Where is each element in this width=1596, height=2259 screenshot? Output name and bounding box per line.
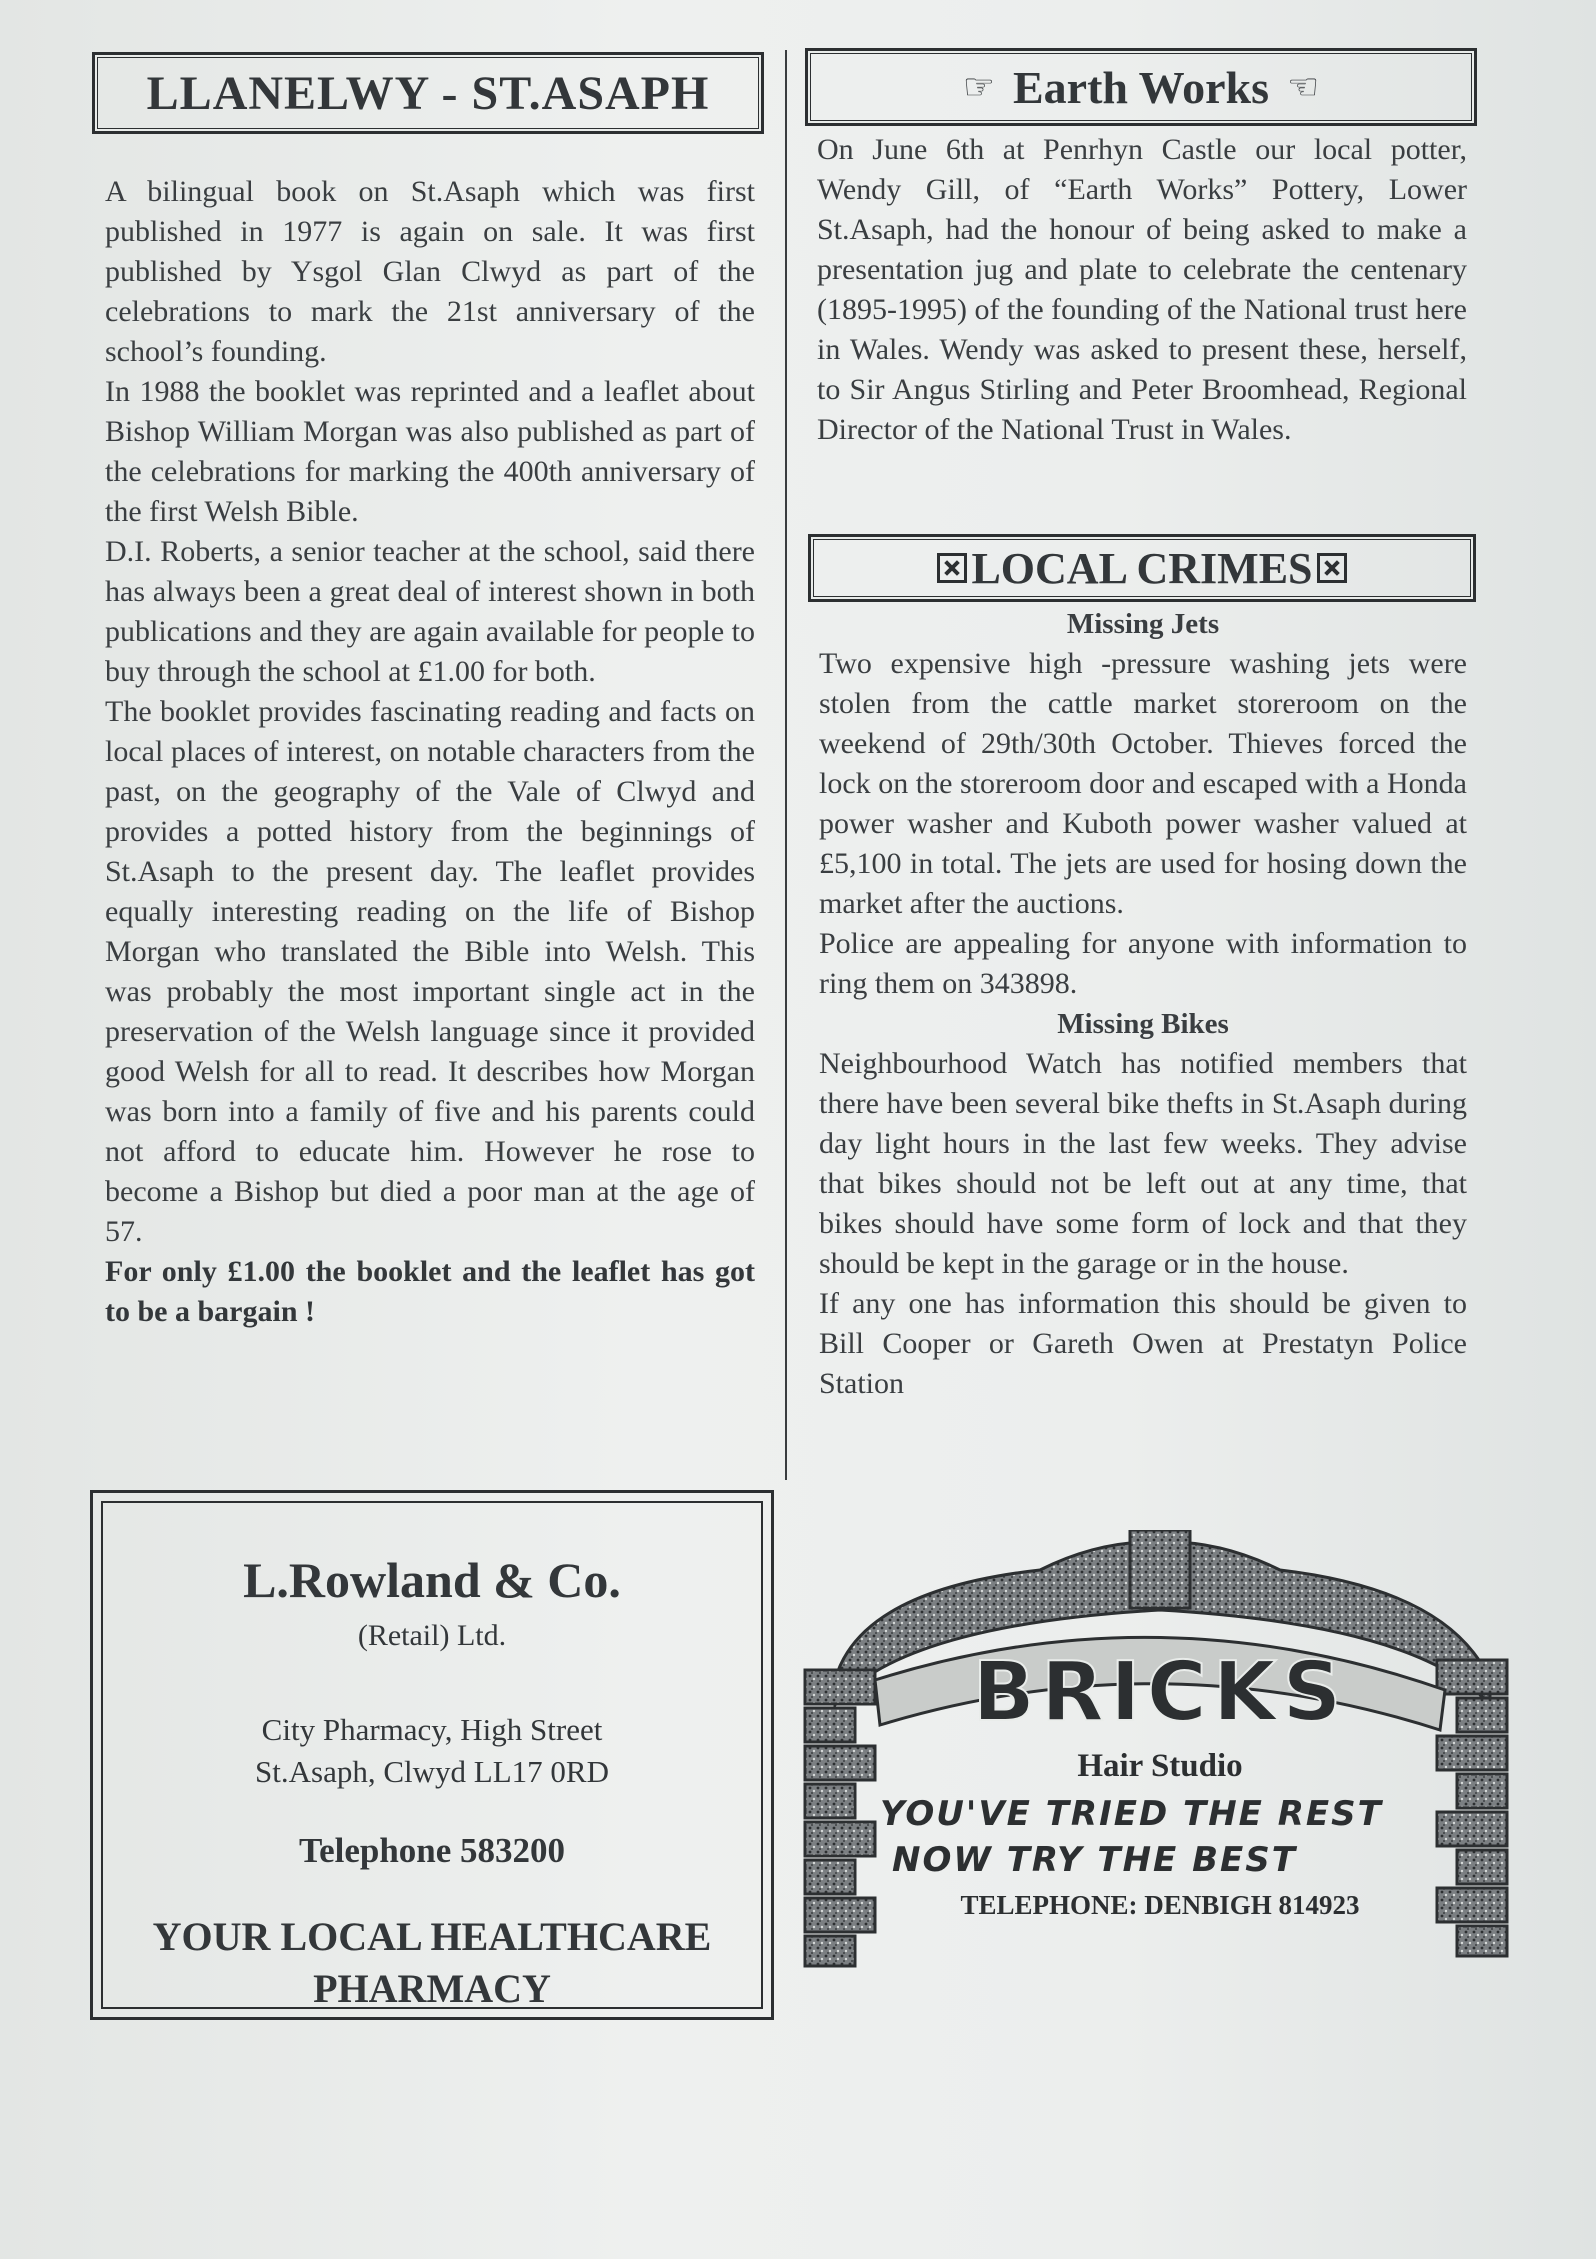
bricks-hair-studio-advert [800, 1530, 1512, 1970]
pharmacy-subtitle: (Retail) Ltd. [357, 1619, 507, 1652]
column-divider [785, 50, 787, 1480]
missing-bikes-subheading: Missing Bikes [1057, 1008, 1229, 1040]
pharmacy-address-line-2: St.Asaph, Clwyd LL17 0RD [255, 1754, 609, 1789]
llanelwy-paragraph-2: In 1988 the booklet was reprinted and a leaflet about Bishop William Morgan was also published as part of the celebrations for marking the 400th anniversary of the first Welsh Bible. [105, 375, 755, 528]
bricks-tagline-line-1: YOU'VE TRIED THE REST [880, 1794, 1383, 1834]
llanelwy-paragraph-1: A bilingual book on St.Asaph which was first published in 1977 is again on sale. It was first published by Ysgol Glan Clwyd as part of the celebrations to mark the 21st anniversary of the school’s founding. [105, 175, 755, 368]
llanelwy-closing: For only £1.00 the booklet and the leaflet has got to be a bargain ! [105, 1255, 755, 1328]
bricks-logo-text: BRICKS [972, 1645, 1348, 1740]
llanelwy-paragraph-3: D.I. Roberts, a senior teacher at the school, said there has always been a great deal of interest shown in both publications and they are again available for people to buy through the school at £1.00 for both. [105, 535, 755, 688]
earth-works-heading [805, 48, 1477, 126]
bricks-studio-label: Hair Studio [1077, 1748, 1243, 1784]
pharmacy-telephone: Telephone 583200 [298, 1831, 566, 1870]
pharmacy-slogan-line-1: YOUR LOCAL HEALTHCARE [152, 1914, 712, 1959]
checkbox-x-icon [1317, 553, 1347, 583]
local-crimes-heading-text: LOCAL CRIMES [971, 543, 1313, 593]
earth-works-heading-text: Earth Works [1012, 61, 1270, 113]
llanelwy-heading [92, 52, 764, 134]
pointing-hand-right-icon: ☞ [962, 67, 995, 107]
missing-bikes-paragraph-2: If any one has information this should be given to Bill Cooper or Gareth Owen at Prestatyn Police Station [819, 1287, 1467, 1400]
local-crimes-article [819, 604, 1467, 1404]
bricks-tagline-line-2: NOW TRY THE BEST [892, 1840, 1297, 1880]
missing-jets-subheading: Missing Jets [1066, 608, 1220, 640]
pharmacy-address-line-1: City Pharmacy, High Street [261, 1712, 603, 1747]
llanelwy-paragraph-4: The booklet provides fascinating reading and facts on local places of interest, on notable characters from the past, on the geography of the Vale of Clwyd and provides a potted history from the beginnings of St.Asaph to the present day. The leaflet provides equally interesting reading on the life of Bishop Morgan who translated the Bible into Welsh. This was probably the most important single act in the preservation of the Welsh language since it provided good Welsh for all to read. It describes how Morgan was born into a family of five and his parents could not afford to educate him. However he rose to become a Bishop but died a poor man at the age of 57. [105, 695, 755, 1248]
bricks-telephone: TELEPHONE: DENBIGH 814923 [960, 1890, 1360, 1920]
pharmacy-slogan-line-2: PHARMACY [313, 1966, 551, 2011]
pharmacy-slogan [103, 1911, 761, 2015]
pharmacy-name: L.Rowland & Co. [243, 1552, 621, 1608]
missing-jets-paragraph-2: Police are appealing for anyone with information to ring them on 343898. [819, 927, 1467, 1000]
pharmacy-advert-inner-border [101, 1501, 763, 2009]
local-crimes-heading [808, 534, 1476, 602]
checkbox-x-icon [937, 553, 967, 583]
earth-works-body: On June 6th at Penrhyn Castle our local potter, Wendy Gill, of “Earth Works” Pottery, Lower St.Asaph, had the honour of being asked to make a presentation jug and plate to celebrate the centenary (1895-1995) of the founding of the National trust here in Wales. Wendy was asked to present these, herself, to Sir Angus Stirling and Peter Broomhead, Regional Director of the National Trust in Wales. [817, 133, 1467, 446]
earth-works-article [817, 130, 1467, 450]
missing-jets-paragraph-1: Two expensive high -pressure washing jets were stolen from the cattle market storeroom on the weekend of 29th/30th October. Thieves forced the lock on the storeroom door and escaped with a Honda power washer and Kuboth power washer valued at £5,100 in total. The jets are used for hosing down the market after the auctions. [819, 647, 1467, 920]
pharmacy-address [103, 1709, 761, 1793]
pharmacy-advert [90, 1490, 774, 2020]
pointing-hand-left-icon: ☜ [1287, 67, 1320, 107]
llanelwy-heading-text: LLANELWY - ST.ASAPH [146, 66, 710, 120]
llanelwy-article [105, 172, 755, 1332]
missing-bikes-paragraph-1: Neighbourhood Watch has notified members that there have been several bike thefts in St.Asaph during day light hours in the last few weeks. They advise that bikes should not be left out at any time, that bikes should have some form of lock and that they should be kept in the garage or in the house. [819, 1047, 1467, 1280]
